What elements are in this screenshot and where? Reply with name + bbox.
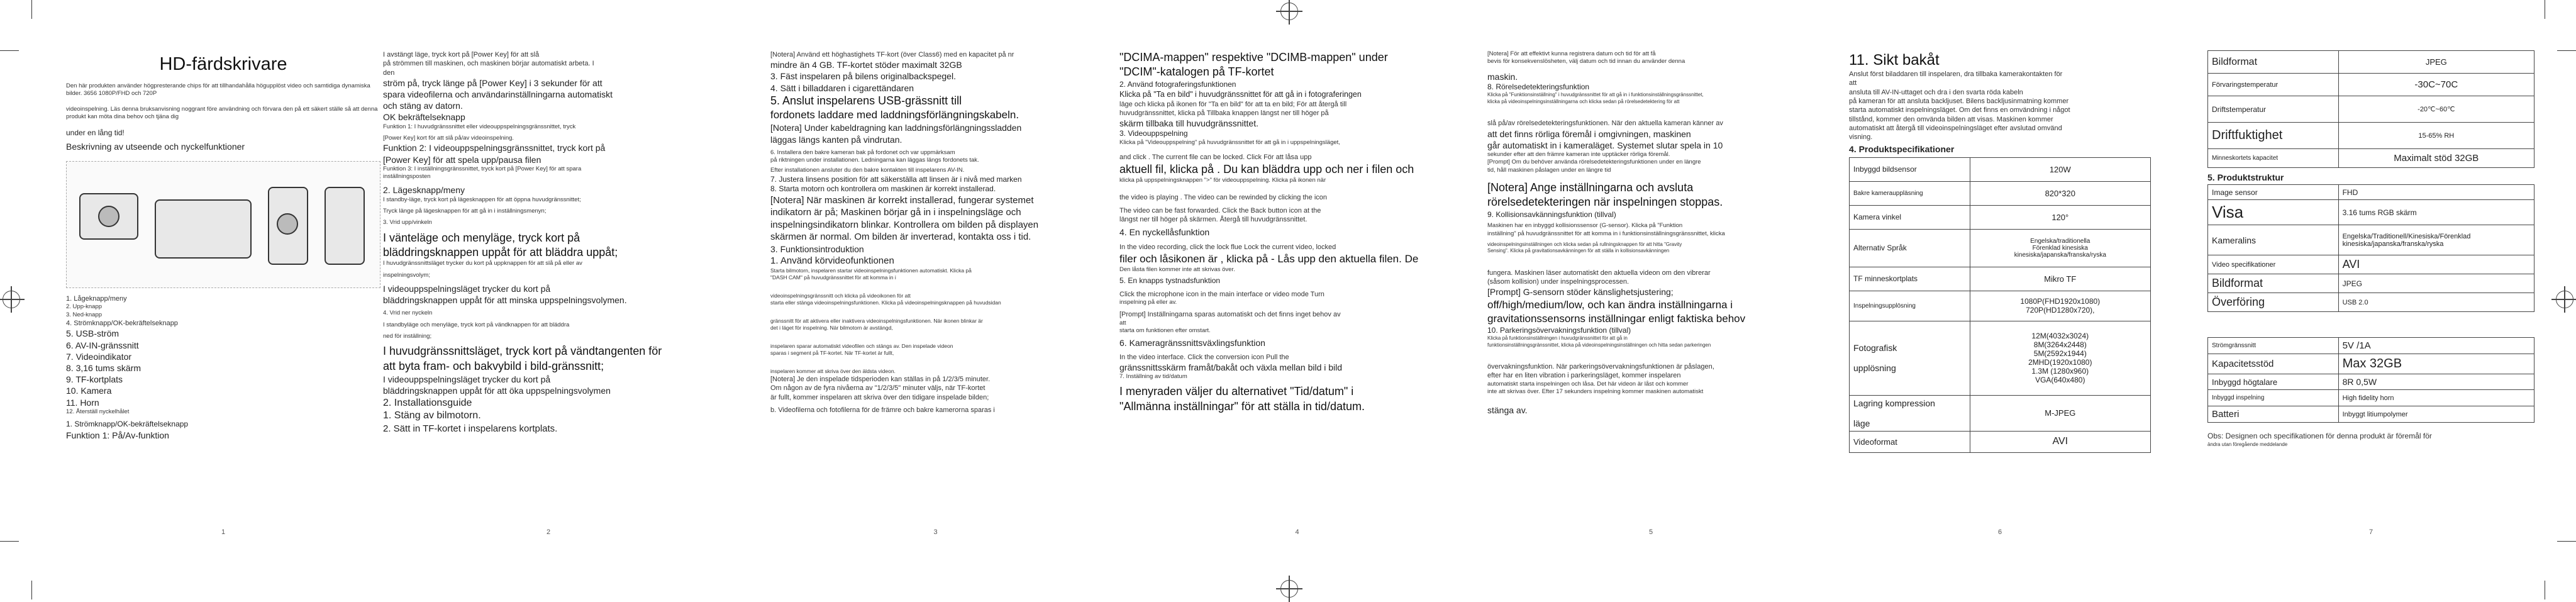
text-line: I standbyläge och menyläge, tryck kort på vändknappen för att bläddra [383,321,570,328]
registration-mark [1280,3,1298,20]
text-line: bläddringsknappen uppåt för att minska uppspelningsvolymen. [383,295,627,306]
text-line: Klicka på funktionsinställningen i huvudgränssnittet för att gå in [1487,335,1628,342]
text-line: In the video recording, click the lock flue Lock the current video, locked [1119,243,1336,252]
text-line: [Notera] Ange inställningarna och avsluta [1487,181,1694,194]
crop-mark [0,50,19,51]
text-line: huvudgränssnittet, klicka på Tillbaka knappen längst ner till höger på [1119,109,1329,117]
text-line: på kameran för att ansluta backljuset. Bilens backljusinmatning kommer [1849,98,2069,106]
table-row [1850,395,2151,431]
text-line: [Power Key] för att spela upp/pausa filen [383,154,541,165]
spec-key: Video specifikationer [2208,255,2339,274]
text-line: 10. Parkeringsövervakningsfunktion (tillval) [1487,325,1631,335]
table-row [2208,338,2534,354]
text-line: inställning" på huvudgränssnittet för att komma in i funktionsinställningsgränssnittet, klicka [1487,230,1725,237]
text-line: att [1119,319,1126,326]
spec-value: USB 2.0 [2338,293,2534,312]
spec-key: Kapacitetsstöd [2208,354,2339,374]
spec-value: M-JPEG [1970,395,2150,431]
table-row [2208,225,2534,255]
table-row [1850,205,2151,229]
table-row [2208,406,2534,423]
section-heading: 11. Sikt bakåt [1849,52,1940,69]
spec-key: Bildformat [2208,51,2339,74]
crop-mark [0,541,19,542]
text-line: OK bekräftelseknapp [383,112,465,123]
page-3 [770,50,1101,541]
spec-value: Engelska/Traditionell/Kinesiska/Förenklad kinesiska/japanska/franska/ryska [2338,225,2534,255]
spec-value: 120° [1970,205,2150,229]
page-number: 1 [221,528,226,536]
spec-table-b [2207,184,2534,312]
text-line: inspelningsvolym; [383,271,430,279]
parts-item: 8. 3,16 tums skärm [66,363,142,373]
text-line: Klicka på "Funktionsinställning" i huvudgränssnittet för att gå in i funktionsinställningsgränssnittet, [1487,92,1704,98]
page-number: 5 [1648,528,1653,536]
text-line: [Notera] När maskinen är korrekt installerad, fungerar systemet [770,194,1034,206]
text-line: filer och låsikonen är , klicka på - Lås upp den aktuella filen. De [1119,252,1419,265]
spec-key: Videoformat [1850,431,1970,452]
spec-key: Inbyggd inspelning [2208,390,2339,406]
text-line: [Notera] Använd ett höghastighets TF-kort (över Class6) med en kapacitet på nr [770,51,1014,59]
spec-value: 120W [1970,157,2150,181]
text-line: 9. Kollisionsavkänningsfunktion (tillval) [1487,209,1616,219]
table-row [2208,354,2534,374]
text-line: 2. Använd fotograferingsfunktionen [1119,79,1236,89]
table-row [2208,149,2534,168]
text-line: ström på, tryck länge på [Power Key] i 3 sekunder för att [383,77,602,88]
text-line: I avstängt läge, tryck kort på [Power Key] för att slå [383,51,540,59]
text-line: [Power Key] kort för att slå på/av videoinspelning. [383,134,514,142]
text-line: I menyraden väljer du alternativet "Tid/datum" i [1119,385,1354,398]
page-6 [1849,50,2151,541]
text-line: automatiskt att återgå till videoinspelningsläget efter avslutad omvänd [1849,124,2062,132]
text-line: Klicka på "Ta en bild" i huvudgränssnittet för att gå in i fotograferingen [1119,90,1362,99]
spec-value: Inbyggt litiumpolymer [2338,406,2534,423]
side-camera-drawing-2 [325,187,365,265]
text-line: längst ner till höger på skärmen. Återgå till huvudgränssnittet. [1119,215,1307,223]
text-line: läggas längs kanten på vindrutan. [770,134,902,145]
page-number: 6 [1997,528,2002,536]
text-line: videoinspelningsinställningen och klicka sedan på rullningsknappen för att hitta "Gravity [1487,242,1682,248]
text-line: I vänteläge och menyläge, tryck kort på [383,231,580,244]
table-row [2208,185,2534,200]
text-line: I huvudgränssnittsläget trycker du kort på uppknappen för att slå på eller av [383,260,582,267]
table-row [1850,181,2151,205]
text-line: 3. Funktionsintroduktion [770,243,864,254]
page-1 [66,50,380,541]
text-line: bläddringsknappen uppåt för att öka uppspelningsvolymen [383,386,611,396]
spec-value: 3.16 tums RGB skärm [2338,200,2534,225]
footnote-2: ändra utan föregående meddelande [2207,441,2288,447]
text-line: 8. Starta motorn och kontrollera om maskinen är korrekt installerad. [770,184,996,194]
text-line: ned för inställning; [383,333,432,340]
text-line: indikatorn är på; Maskinen börjar gå in i inspelningsläge och [770,207,1021,218]
spec-key: Inspelningsupplösning [1850,291,1970,321]
table-row [2208,274,2534,293]
page-6-text [1849,70,2151,142]
spec-value: Mikro TF [1970,267,2150,291]
parts-item: 3. Ned-knapp [66,311,103,318]
text-line: övervakningsfunktion. När parkeringsövervakningsfunktionen är påslagen, [1487,363,1714,371]
text-line: 4. Sätt i billaddaren i cigarettändaren [770,82,914,93]
table-row [2208,96,2534,123]
table-row [2208,74,2534,96]
spec-key: Alternativ Språk [1850,229,1970,267]
intro-text-2: videoinspelning. Läs denna bruksanvisning noggrant före användning och förvara den på ett säkert ställe så att denna produkt kan möta dina behov och tjäna dig [66,105,378,121]
text-line: läge och klicka på ikonen för "Ta en bild" för att ta en bild; För att återgå till [1119,100,1347,108]
spec-value: -30C~70C [2338,74,2534,96]
registration-mark [1280,580,1298,598]
fold-mark [31,0,32,19]
text-line: I videouppspelningsläget trycker du kort på [383,284,551,294]
front-camera-drawing [79,193,138,240]
text-line: Klicka på "Videouppspelning" på huvudgränssnittet för att gå in i uppspelningsläget, [1119,139,1340,146]
document-title: HD-färdskrivare [159,54,287,74]
text-line: 5. Anslut inspelarens USB-grässnitt till [770,94,962,107]
page-7 [2207,50,2534,541]
spec-value: 15-65% RH [2338,123,2534,149]
text-line: Funktion 1: I huvudgränssnittet eller videouppspelningsgränssnittet, tryck [383,123,576,130]
text-line: Efter installationen ansluter du den bakre kontakten till inspelarens AV-IN. [770,167,965,174]
parts-item: 7. Videoindikator [66,351,132,362]
fold-mark [31,581,32,599]
text-line: I standby-läge, tryck kort på lägesknappen för att öppna huvudgränssnittet; [383,196,581,203]
text-line: klicka på videoinspelningsinställningarna och klicka sedan på rörelsedetektering för att [1487,98,1680,104]
intro-text: Den här produkten använder högpresterande chips för att tillhandahålla högupplöst video och samtidiga dynamiska bilder. 3656 1080P/FHD och 720P [66,82,370,98]
page-5 [1487,50,1814,541]
table-row [2208,293,2534,312]
spec-key: Överföring [2208,293,2339,312]
spec-key: Kameralins [2208,225,2339,255]
spec-value: -20℃~60℃ [2338,96,2534,123]
text-line: mindre än 4 GB. TF-kortet stöder maximalt 32GB [770,60,962,70]
spec-key: Inbyggd bildsensor [1850,157,1970,181]
text-line: [Notera] Je den inspelade tidsperioden kan ställas in på 1/2/3/5 minuter. [770,376,991,384]
spec-value: 8R 0,5W [2338,374,2534,390]
text-line: stänga av. [1487,405,1528,416]
text-line: 2. Sätt in TF-kortet i inspelarens kortplats. [383,423,558,435]
text-line: inspelaren sparar automatiskt videofilen och stängs av. Den inspelade videon [770,342,953,349]
text-line: ansluta till AV-IN-uttaget och dra i den svarta röda kabeln [1849,88,2023,96]
text-line: In the video interface. Click the conversion icon Pull the [1119,353,1289,361]
spec-key: Driftstemperatur [2208,96,2339,123]
table-row [1850,291,2151,321]
text-line: starta automatiskt inspelningsläget. Om det finns en omvändning i något [1849,106,2070,114]
page-number: 3 [933,528,938,536]
table-row [2208,123,2534,149]
table-row [1850,157,2151,181]
text-line: 8. Rörelsedetekteringsfunktion [1487,82,1590,91]
page-2-text [383,50,716,435]
section-heading: Beskrivning av utseende och nyckelfunktioner [66,141,245,152]
spec-value: Max 32GB [2338,354,2534,374]
text-line: 3. Videouppspelning [1119,129,1188,138]
text-line: bläddringsknappen uppåt för att bläddra uppåt; [383,246,618,259]
text-line: på strömmen till maskinen, och maskinen börjar automatiskt arbeta. I [383,60,594,68]
spec-heading: 4. Produktspecifikationer [1849,143,1955,154]
spec-value: AVI [1970,431,2150,452]
spec-key: Inbyggd högtalare [2208,374,2339,390]
page-3-text [770,50,1101,415]
spec-key: Driftfuktighet [2208,123,2339,149]
parts-item: 5. USB-ström [66,328,119,339]
text-line: och stäng av datorn. [383,101,463,111]
text-line: inte att skrivas över. Efter 17 sekunders inspelning kommer maskinen automatiskt [1487,388,1704,396]
spec-value: FHD [2338,185,2534,200]
side-camera-drawing [268,187,308,265]
text-line: att [1849,79,1857,87]
intro-text-3: under en lång tid! [66,128,125,138]
table-row [2208,255,2534,274]
text-line: inspelaren kommer att skriva över den äldsta videon. [770,368,896,374]
text-line: Funktion 2: I videouppspelningsgränssnittet, tryck kort på [383,143,606,153]
page-5-text [1487,50,1814,416]
parts-item: 6. AV-IN-gränssnitt [66,340,139,350]
spec-key: Lagring kompression läge [1850,395,1970,431]
text-line: 3. Fäst inspelaren på bilens originalbackspegel. [770,71,956,82]
footnote: Obs: Designen och specifikationen för denna produkt är föremål för [2207,432,2432,441]
text-line: slå på/av rörelsedetekteringsfunktionen. När den aktuella kameran känner av [1487,120,1723,128]
table-row [2208,390,2534,406]
text-line: det i läget för inspelning. När bilmotorn är avstängd, [770,324,893,331]
text-line: 2. Installationsguide [383,397,472,408]
text-line: 6. Kameragränssnittsväxlingsfunktion [1119,338,1265,348]
parts-item: Funktion 1: På/Av-funktion [66,430,169,440]
text-line: 2. Lägesknapp/meny [383,185,465,196]
section-heading: 5. Produktstruktur [2207,172,2284,182]
text-line: klicka på uppspelningsknappen ">" för videouppspelning. Klicka på ikonen när [1119,177,1326,184]
text-line: är fullt, kommer inspelaren att skriva över den tidigare inspelade bilden; [770,393,989,401]
parts-item: 12. Återställ nyckelhålet [66,408,130,415]
text-line: 3. Vrid upp/vinkeln [383,219,432,226]
text-line: The video can be fast forwarded. Click the Back button icon at the [1119,206,1321,215]
text-line: [Prompt] G-sensorn stöder känslighetsjustering; [1487,287,1674,298]
text-line: automatiskt starta inspelningen och låsa. Det här videon är låst och kommer [1487,380,1689,387]
parts-item: 4. Strömknapp/OK-bekräftelseknapp [66,320,178,328]
text-line: [Prompt] Om du behöver använda rörelsedetekteringsfunktionen under en längre [1487,159,1701,166]
text-line: efter har en liten vibration i parkeringsläget, kommer inspelaren [1487,372,1681,380]
spec-value: High fidelity horn [2338,390,2534,406]
text-line: Funktion 3: I inställningsgränssnittet, tryck kort på [Power Key] för att spara [383,165,582,172]
parts-item: 1. Lågeknapp/meny [66,295,127,303]
page-2 [380,50,716,541]
text-line: aktuell fil, klicka på . Du kan bläddra upp och ner i filen och [1119,162,1414,176]
text-line: Starta bilmotorn, inspelaren startar videoinspelningsfunktionen automatiskt. Klicka på [770,267,972,274]
text-line: videoinspelningsgränssnitt och klicka på videoikonen för att [770,292,911,299]
spec-value: Maximalt stöd 32GB [2338,149,2534,168]
spec-key: Bildformat [2208,274,2339,293]
crop-mark [2557,50,2576,51]
text-line: the video is playing . The video can be rewinded by clicking the icon [1119,194,1327,202]
text-line: bevis för konsekvenslösheten, välj datum och tid innan du använder denna [1487,58,1685,65]
text-line: 4. En nyckellåsfunktion [1119,227,1210,238]
text-line: Maskinen har en inbyggd kollisionssensor (G-sensor). Klicka på "Funktion [1487,222,1683,230]
text-line: Click the microphone icon in the main interface or video mode Turn [1119,290,1324,298]
text-line: fungera. Maskinen läser automatiskt den aktuella videon om den vibrerar [1487,269,1711,277]
text-line: starta om funktionen efter omstart. [1119,327,1211,335]
text-line: gränssnitt för att aktivera eller inaktivera videoinspelningsfunktionen. När ikonen blinkar är [770,317,983,324]
text-line: "Allmänna inställningar" för att ställa in tid/datum. [1119,399,1365,413]
parts-item: 2. Upp-knapp [66,303,103,311]
page-number: 2 [546,528,551,536]
text-line: "DASH CAM" på huvudgränssnittet för att komma in i [770,274,896,281]
text-line: tillstånd, kommer den omvända bilden att visas. Maskinen kommer [1849,115,2053,123]
text-line: Sensing". Klicka på gravitationsavkänningen för att ställa in kollisionsavkänningen [1487,248,1670,254]
spec-value: 1080P(FHD1920x1080) 720P(HD1280x720), [1970,291,2150,321]
spec-key: Kamera vinkel [1850,205,1970,229]
text-line: den [383,69,395,77]
text-line: [Prompt] Inställningarna sparas automatiskt och det finns inget behov av [1119,311,1341,319]
text-line: starta eller stänga videoinspelningsfunktionen. Klicka på videoinspelningsknappen på huvudsidan [770,299,1001,306]
spec-value: Engelska/traditionella Förenklad kinesiska kinesiska/japanska/franska/ryska [1970,229,2150,267]
text-line: maskin. [1487,71,1518,82]
text-line: 5. En knapps tystnadsfunktion [1119,276,1221,286]
parts-list [66,294,380,441]
spec-key: Strömgränssnitt [2208,338,2339,354]
text-line: 7. Justera linsens position för att säkerställa att linsen är i nivå med marken [770,174,1022,184]
spec-key: Visa [2208,200,2339,225]
text-line: funktionsinställningsgränssnittet, klicka på videoinspelningsinställningen och hitta sedan parkeringen [1487,342,1711,348]
registration-mark [3,291,20,308]
crop-mark [2557,541,2576,542]
text-line: att byta fram- och bakvybild i bild-gränssnitt; [383,359,604,372]
table-row [2208,200,2534,225]
text-line: b. Videofilerna och fotofilerna för de främre och bakre kamerorna sparas i [770,406,995,414]
page-number: 4 [1295,528,1299,536]
text-line: "DCIMA-mappen" respektive "DCIMB-mappen" under [1119,51,1388,64]
text-line: gränssnittsskärm framåt/bakåt och växla mellan bild i bild [1119,362,1343,372]
text-line: skärmen är normal. Om bilden är inverterad, kontakta oss i tid. [770,231,1031,243]
text-line: [Notera] Under kabeldragning kan laddningsförlängningssladden [770,123,1022,133]
text-line: spara videofilerna och användarinställningarna automatiskt [383,89,613,100]
spec-key: Batteri [2208,406,2339,423]
parts-item: 1. Strömknapp/OK-bekräftelseknapp [66,420,189,429]
table-row [1850,321,2151,395]
text-line: I huvudgränssnittsläget, tryck kort på vändtangenten för [383,345,662,358]
text-line: går automatiskt in i kameraläget. Systemet slutar spela in 10 [1487,140,1723,150]
spec-value: 5V /1A [2338,338,2534,354]
text-line: Anslut först biladdaren till inspelaren, dra tillbaka kamerakontakten för [1849,70,2063,79]
spec-key: TF minneskortplats [1850,267,1970,291]
text-line: Om någon av de fyra nivåerna av "1/2/3/5" minuter väljs, när TF-kortet [770,384,985,393]
parts-item: 10. Kamera [66,386,112,396]
spec-table-a [2207,50,2534,168]
text-line: 7. Inställning av tid/datum [1119,373,1187,381]
text-line: 1. Använd körvideofunktionen [770,255,894,267]
spec-table-c [2207,337,2534,423]
text-line: på riktningen under installationen. Ledningarna kan läggas längs fordonets tak. [770,157,979,164]
spec-value: 12M(4032x3024) 8M(3264x2448) 5M(2592x1944) 2MHD(1920x1080) 1.3M (1280x960) VGA(640x480) [1970,321,2150,395]
text-line: Tryck länge på lägesknappen för att gå in i inställningsmenyn; [383,207,547,215]
text-line: inspelning på eller av. [1119,299,1177,306]
spec-value: AVI [2338,255,2534,274]
spec-key: Förvaringstemperatur [2208,74,2339,96]
text-line: inspelningsindikatorn blinkar. Kontrollera om bilden på displayen [770,219,1039,230]
text-line: 1. Stäng av bilmotorn. [383,410,481,421]
spec-value: JPEG [2338,274,2534,293]
text-line: skärm tillbaka till huvudgränssnittet. [1119,118,1258,129]
parts-item: 11. Horn [66,397,99,408]
text-line: fordonets laddare med laddningsförlängningskabeln. [770,109,1019,121]
table-row [2208,374,2534,390]
spec-key: Bakre kamerauppläsning [1850,181,1970,205]
spec-table [1849,157,2151,453]
text-line: "DCIM"-katalogen på TF-kortet [1119,65,1274,79]
spec-key: Fotografisk upplösning [1850,321,1970,395]
text-line: sekunder efter att den främre kameran inte upptäcker rörliga föremål. [1487,150,1670,158]
spec-key: Image sensor [2208,185,2339,200]
text-line: rörelsedetekteringen när inspelningen stoppas. [1487,196,1723,209]
text-line: att det finns rörliga föremål i omgivningen, maskinen [1487,128,1691,139]
text-line: and click . The current file can be locked. Click För att låsa upp [1119,153,1312,162]
text-line: sparas i segment på TF-kortet. När TF-kortet är fullt, [770,349,894,356]
spec-key: Minneskortets kapacitet [2208,149,2339,168]
text-line: [Notera] För att effektivt kunna registrera datum och tid för att få [1487,50,1656,57]
table-row [1850,431,2151,452]
spec-value: 820*320 [1970,181,2150,205]
device-illustration [66,161,380,288]
text-line: visning. [1849,133,1873,142]
text-line: tid, håll maskinen påslagen under en längre tid [1487,166,1611,174]
table-row [1850,229,2151,267]
text-line: (såsom kollision) under inspelningsprocessen. [1487,278,1629,286]
text-line: Den låsta filen kommer inte att skrivas över. [1119,265,1235,273]
parts-item: 9. TF-kortplats [66,374,123,385]
text-line: 4. Vrid ner nyckeln [383,309,433,317]
text-line: 6. Installera den bakre kameran bak på fordonet och var uppmärksam [770,148,955,156]
text-line: gravitationssensorns inställningar enligt faktiska behov [1487,312,1746,325]
table-row [1850,267,2151,291]
spec-value: JPEG [2338,51,2534,74]
page-4-text [1119,50,1475,414]
registration-mark [2556,291,2573,308]
text-line: off/high/medium/low, och kan ändra inställningarna i [1487,298,1733,311]
rear-camera-drawing [155,199,252,259]
text-line: I videouppspelningsläget trycker du kort på [383,374,551,385]
page-number: 7 [2368,528,2373,536]
table-row [2208,51,2534,74]
page-4 [1119,50,1475,541]
text-line: inställningsposten [383,173,431,181]
